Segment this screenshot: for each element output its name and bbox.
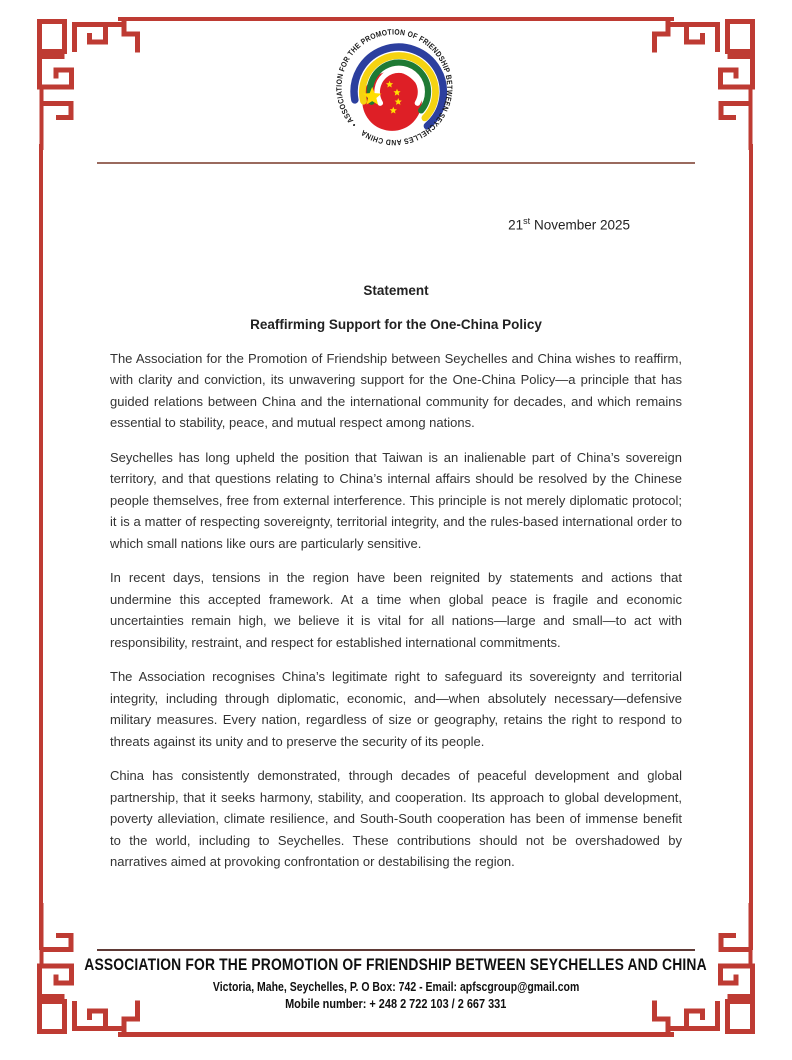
letter-footer <box>0 956 792 1011</box>
date-day: 21 <box>508 217 524 233</box>
association-logo <box>335 28 459 152</box>
statement-title: Statement <box>363 282 429 298</box>
date-rest: November 2025 <box>530 217 630 233</box>
letter-date <box>110 216 682 233</box>
statement-subtitle: Reaffirming Support for the One-China Policy <box>250 316 542 332</box>
footer-address: Victoria, Mahe, Seychelles, P. O Box: 742 - Email: apfscgroup@gmail.com <box>212 980 580 994</box>
statement-body <box>110 348 682 873</box>
rule-above-footer <box>97 949 695 951</box>
paragraph-1: The Association for the Promotion of Friendship between Seychelles and China wishes to reaffirm, with clarity and conviction, its unwavering support for the One-China Policy—a principle that has guided relations between China and the international community for decades, and which remains essential to stability, peace, and mutual respect among nations. <box>110 350 682 430</box>
rule-under-logo <box>97 162 695 164</box>
border-line-top <box>118 17 674 21</box>
border-corner-top-left <box>0 0 150 150</box>
border-line-left <box>39 144 43 950</box>
paragraph-5: China has consistently demonstrated, through decades of peaceful development and global partnership, that it seeks harmony, stability, and cooperation. Its approach to global development, poverty alleviation, climate resilience, and South-South cooperation has been of immense benefit to the world, including to Seychelles. These contributions should not be overshadowed by narratives aimed at provoking confrontation or destabilising the region. <box>110 768 682 869</box>
paragraph-4: The Association recognises China’s legitimate right to safeguard its sovereignty and territorial integrity, including through diplomatic, economic, and—when absolutely necessary—defensive military measures. Every nation, regardless of size or geography, retains the right to respond to threats against its unity and to preserve the security of its people. <box>110 669 682 749</box>
logo-ring-text: • ASSOCIATION FOR THE PROMOTION OF FRIENDSHIP BETWEEN SEYCHELLES AND CHINA <box>335 28 455 147</box>
letter-content <box>110 216 682 886</box>
footer-mobile: Mobile number: + 248 2 722 103 / 2 667 331 <box>285 996 507 1011</box>
border-corner-top-right <box>642 0 792 150</box>
date-suffix: st <box>523 216 531 226</box>
border-line-right <box>749 144 753 950</box>
footer-association-name: ASSOCIATION FOR THE PROMOTION OF FRIENDSHIP BETWEEN SEYCHELLES AND CHINA <box>84 956 708 974</box>
border-line-bottom <box>118 1032 674 1037</box>
association-logo-emblem <box>335 28 459 152</box>
paragraph-3: In recent days, tensions in the region have been reignited by statements and actions that undermine this accepted framework. At a time when global peace is fragile and economic uncertainties remain high, we believe it is vital for all nations—large and small—to act with responsibility, restraint, and respect for established international commitments. <box>110 570 682 650</box>
paragraph-2: Seychelles has long upheld the position that Taiwan is an inalienable part of China’s sovereign territory, and that questions relating to China’s internal affairs should be resolved by the Chinese people themselves, free from external interference. This principle is not merely diplomatic protocol; it is a matter of respecting sovereignty, territorial integrity, and the rules-based international order to which small nations like ours are particularly sensitive. <box>110 449 682 551</box>
